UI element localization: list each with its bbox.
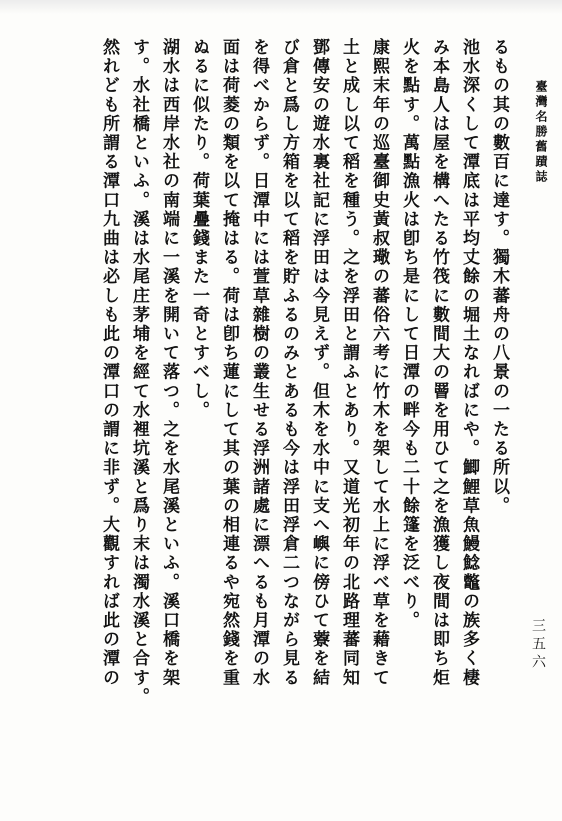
text-column: 康熙末年の巡臺御史黃叔璥の蕃俗六考に竹木を架して水上に浮べ草を藉きて xyxy=(369,38,389,688)
text-column: 然れども所謂る潭口九曲は必しも此の潭口の謂に非ず。大觀すれば此の潭の xyxy=(99,38,119,688)
page-number: 三五六 xyxy=(530,618,546,672)
text-column: 土と成し以て稻を種う。之を浮田と謂ふとあり。又道光初年の北路理蕃同知 xyxy=(339,38,359,688)
running-header-title: 臺灣名勝舊蹟誌 xyxy=(534,80,548,185)
text-column: ぬるに似たり。荷葉疊錢また一奇とすべし。 xyxy=(189,38,209,420)
scan-edge xyxy=(0,0,562,14)
text-column: 池水深くして潭底は平均丈餘の堀土なればにや。鯽鯉草魚鰻鯰鼈の族多く棲 xyxy=(459,38,479,688)
text-column: 火を點す。萬點漁火は卽ち是にして日潭の畔今も二十餘篷を泛べり。 xyxy=(399,38,419,631)
text-column: を得べからず。日潭中には萱草雜樹の叢生せる浮洲諸處に漂へるも月潭の水 xyxy=(249,38,269,688)
text-column: み本島人は屋を構へたる竹筏に數間大の罾を用ひて之を漁獲し夜間は即ち炬 xyxy=(429,38,449,688)
text-column: す。水社橋といふ。溪は水尾庄茅埔を經て水裡坑溪と爲り末は濁水溪と合す。 xyxy=(129,38,149,707)
body-text xyxy=(44,38,514,788)
text-column: 面は荷菱の類を以て掩はる。荷は卽ち蓮にして其の葉の相連るや宛然錢を重 xyxy=(219,38,239,688)
text-column: 鄧傳安の遊水裏社記に浮田は今見えず。但木を水中に支へ嶼に傍ひて藔を結 xyxy=(309,38,329,688)
text-column: 湖水は西岸水社の南端に一溪を開いて落つ。之を水尾溪といふ。溪口橋を架 xyxy=(159,38,179,688)
text-column: び倉と爲し方箱を以て稻を貯ふるのみとあるも今は浮田浮倉二つながら見る xyxy=(279,38,299,688)
text-column: るもの其の數百に達す。獨木蕃舟の八景の一たる所以。 xyxy=(489,38,509,516)
